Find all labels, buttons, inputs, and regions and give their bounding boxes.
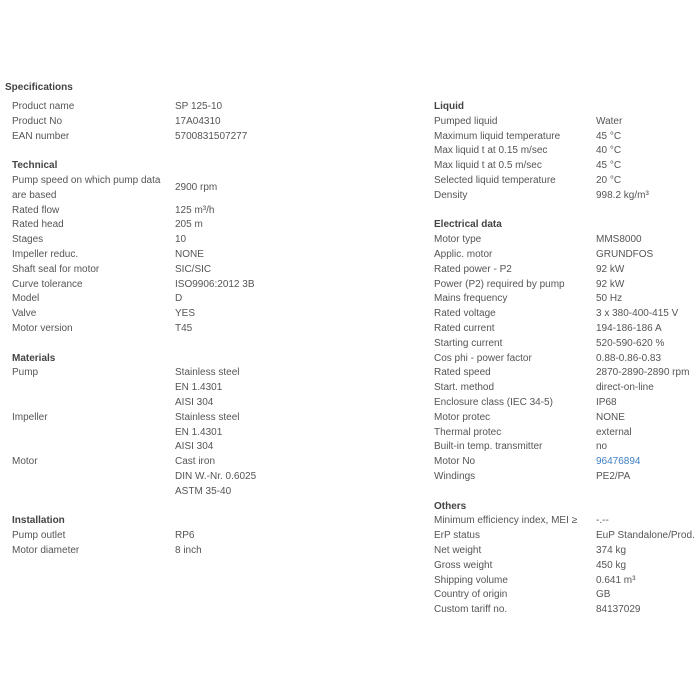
- spec-value: [596, 278, 624, 293]
- spec-value: [596, 233, 642, 248]
- spec-value: [596, 292, 622, 307]
- spec-row-product-name: [12, 100, 282, 115]
- spec-label: Product name: [12, 101, 75, 112]
- spec-value-line: AISI 304: [175, 396, 214, 408]
- spec-label: Maximum liquid temperature: [434, 130, 561, 142]
- spec-label: ErP status: [434, 530, 480, 542]
- spec-value: [596, 322, 662, 337]
- spec-value: [175, 233, 186, 248]
- spec-value-line: AISI 304: [175, 441, 214, 453]
- spec-row-cos-phi-power-factor: [434, 352, 700, 367]
- spec-value-line: Stainless steel: [175, 367, 240, 379]
- spec-value: [175, 263, 211, 278]
- spec-row-erp-status: [434, 529, 700, 544]
- spec-row-rated-power-p2: [434, 263, 700, 278]
- spec-value-line: ISO9906:2012 3B: [175, 278, 255, 290]
- spec-value: [175, 307, 195, 322]
- spec-value-line: IP68: [596, 396, 617, 408]
- spec-value-line: PE2/PA: [596, 470, 631, 482]
- spec-value-line: 998.2 kg/m³: [596, 189, 649, 201]
- spec-label: Gross weight: [434, 559, 493, 571]
- spec-value-line: external: [596, 426, 632, 438]
- spec-value: [596, 588, 610, 603]
- spec-label: Rated current: [434, 322, 495, 334]
- spec-value: [175, 544, 202, 559]
- spec-row-max-liquid-t-at-0-5-m-sec: [434, 159, 700, 174]
- spec-value-line: NONE: [596, 411, 625, 423]
- spec-value: [175, 322, 192, 337]
- spec-value-line: Water: [596, 115, 623, 127]
- spec-value-line: 45 °C: [596, 160, 622, 172]
- spec-value-line: 50 Hz: [596, 293, 623, 305]
- spec-row-country-of-origin: [434, 588, 700, 603]
- right-column: [434, 100, 700, 618]
- motor-number-link[interactable]: 96476894: [596, 456, 641, 468]
- spec-label: Power (P2) required by pump: [434, 278, 565, 290]
- spec-value-line: 125 m³/h: [175, 204, 215, 216]
- spec-value: [175, 130, 247, 145]
- spec-label: Valve: [12, 308, 37, 320]
- spec-label: Windings: [434, 470, 476, 482]
- spec-row-net-weight: [434, 544, 700, 559]
- spec-value-line: 8 inch: [175, 544, 202, 556]
- spec-label: Rated head: [12, 219, 64, 231]
- spec-value: [596, 144, 621, 159]
- spec-row-maximum-liquid-temperature: [434, 130, 700, 145]
- spec-value: [596, 352, 661, 367]
- spec-value-line: YES: [175, 308, 196, 320]
- left-column: [12, 100, 282, 559]
- spec-value: [175, 411, 239, 455]
- spec-label: Pump outlet: [12, 530, 66, 542]
- spec-value: [175, 248, 204, 263]
- spec-row-stages: [12, 233, 282, 248]
- spec-value-line: 5700831507277: [175, 130, 248, 142]
- spec-label: Motor version: [12, 322, 73, 334]
- spec-value: [596, 426, 632, 441]
- spec-label: Net weight: [434, 544, 482, 556]
- spec-label: Rated speed: [434, 367, 491, 379]
- section-title-installation: Installation: [12, 515, 65, 527]
- spec-value-line: 450 kg: [596, 559, 627, 571]
- spec-label: Impeller: [12, 411, 48, 423]
- spec-label: Thermal protec: [434, 426, 502, 438]
- spec-value-line: RP6: [175, 530, 195, 542]
- spec-row-start-method: [434, 381, 700, 396]
- spec-value: [596, 366, 689, 381]
- section-title-liquid: Liquid: [434, 101, 464, 112]
- spec-value: [596, 455, 641, 470]
- spec-value: [596, 263, 624, 278]
- spec-value-line: T45: [175, 322, 193, 334]
- spec-row-motor-diameter: [12, 544, 282, 559]
- spec-value-line: 2900 rpm: [175, 182, 218, 194]
- spec-value-line: 0.641 m³: [596, 574, 636, 586]
- spec-row-windings: [434, 470, 700, 485]
- section-title-others: Others: [434, 500, 467, 512]
- spec-value: [596, 381, 654, 396]
- spec-label: Model: [12, 293, 40, 305]
- spec-value-line: 3 x 380-400-415 V: [596, 308, 679, 320]
- spec-value-line: direct-on-line: [596, 382, 654, 394]
- spec-label: Motor type: [434, 234, 482, 246]
- spec-value-line: EN 1.4301: [175, 382, 223, 394]
- spec-row-density: [434, 189, 700, 204]
- spec-label: Motor: [12, 456, 38, 468]
- spec-value: [596, 248, 653, 263]
- spec-value: [175, 204, 214, 219]
- spec-value-line: 520-590-620 %: [596, 337, 665, 349]
- spec-row-selected-liquid-temperature: [434, 174, 700, 189]
- spec-label: Product No: [12, 115, 63, 127]
- spec-value-line: 10: [175, 234, 187, 246]
- spec-row-motor-version: [12, 322, 282, 337]
- spec-label: Applic. motor: [434, 248, 493, 260]
- spec-row-applic-motor: [434, 248, 700, 263]
- spec-label: Density: [434, 189, 468, 201]
- spec-label: Curve tolerance: [12, 278, 83, 290]
- spec-value: [596, 603, 641, 618]
- spec-value: [175, 366, 239, 410]
- spec-row-shipping-volume: [434, 574, 700, 589]
- spec-row-product-no: [12, 115, 282, 130]
- spec-value: [596, 470, 630, 485]
- spec-row-power-p2-required-by-pump: [434, 278, 700, 293]
- spec-label: Country of origin: [434, 589, 508, 601]
- spec-row-gross-weight: [434, 559, 700, 574]
- spec-row-impeller-reduc: [12, 248, 282, 263]
- spec-label: Motor diameter: [12, 544, 80, 556]
- spec-value-line: 194-186-186 A: [596, 322, 662, 334]
- spec-label: Impeller reduc.: [12, 248, 79, 260]
- spec-value-line: MMS8000: [596, 234, 642, 246]
- spec-value: [596, 440, 607, 455]
- spec-row-pump-speed-on-which-pump-data-are-based: [12, 174, 282, 204]
- spec-row-minimum-efficiency-index-mei: [434, 514, 700, 529]
- spec-value: [175, 529, 194, 544]
- spec-row-custom-tariff-no: [434, 603, 700, 618]
- spec-value: [596, 159, 621, 174]
- spec-value-line: 205 m: [175, 219, 203, 231]
- spec-value: [596, 574, 635, 589]
- spec-value-line: 17A04310: [175, 115, 221, 127]
- spec-row-motor-type: [434, 233, 700, 248]
- spec-value-line: DIN W.-Nr. 0.6025: [175, 470, 257, 482]
- spec-label: Selected liquid temperature: [434, 174, 556, 186]
- spec-label: Pump speed on which pump data are based: [12, 174, 161, 201]
- spec-value-line: 84137029: [596, 604, 641, 616]
- spec-row-rated-current: [434, 322, 700, 337]
- spec-label: Enclosure class (IEC 34-5): [434, 396, 553, 408]
- spec-value: [596, 411, 625, 426]
- spec-value: [175, 174, 217, 204]
- spec-value-line: 20 °C: [596, 174, 622, 186]
- spec-label: Max liquid t at 0.5 m/sec: [434, 160, 542, 172]
- spec-value-line: 0.88-0.86-0.83: [596, 352, 662, 364]
- spec-value: [175, 100, 222, 115]
- spec-label: Rated flow: [12, 204, 60, 216]
- section-title-technical: Technical: [12, 160, 58, 172]
- spec-row-motor-protec: [434, 411, 700, 426]
- spec-value-line: 2870-2890-2890 rpm: [596, 367, 690, 379]
- spec-row-impeller: [12, 411, 282, 455]
- spec-value: [175, 115, 221, 130]
- spec-value: [175, 278, 255, 293]
- section-title-electrical-data: Electrical data: [434, 219, 502, 231]
- spec-value-line: 92 kW: [596, 278, 625, 290]
- spec-value: [596, 396, 617, 411]
- spec-row-rated-head: [12, 218, 282, 233]
- spec-row-curve-tolerance: [12, 278, 282, 293]
- spec-label: Cos phi - power factor: [434, 352, 532, 364]
- spec-label: Minimum efficiency index, MEI ≥: [434, 515, 578, 527]
- section-title-materials: Materials: [12, 352, 56, 364]
- spec-value-line: SP 125-10: [175, 101, 223, 112]
- spec-value-line: EuP Standalone/Prod.: [596, 530, 695, 542]
- page-title: Specifications: [5, 82, 73, 93]
- spec-label: Start. method: [434, 382, 495, 394]
- spec-label: Pumped liquid: [434, 115, 498, 127]
- spec-value: [596, 174, 621, 189]
- spec-label: Built-in temp. transmitter: [434, 441, 543, 453]
- spec-value-line: Stainless steel: [175, 411, 240, 423]
- spec-value: [596, 544, 626, 559]
- spec-value: [175, 218, 203, 233]
- spec-value-line: Cast iron: [175, 456, 216, 468]
- spec-row-thermal-protec: [434, 426, 700, 441]
- spec-value-line: EN 1.4301: [175, 426, 223, 438]
- spec-row-rated-voltage: [434, 307, 700, 322]
- spec-value-line: 40 °C: [596, 145, 622, 157]
- spec-value: [596, 130, 621, 145]
- spec-value: [596, 514, 609, 529]
- spec-label: Shipping volume: [434, 574, 508, 586]
- spec-row-mains-frequency: [434, 292, 700, 307]
- spec-label: Motor protec: [434, 411, 491, 423]
- spec-value: [596, 307, 678, 322]
- spec-value: [175, 292, 182, 307]
- spec-row-motor-no: [434, 455, 700, 470]
- spec-label: Max liquid t at 0.15 m/sec: [434, 145, 548, 157]
- spec-label: Stages: [12, 234, 44, 246]
- spec-value-line: GRUNDFOS: [596, 248, 654, 260]
- spec-row-pump: [12, 366, 282, 410]
- spec-row-max-liquid-t-at-0-15-m-sec: [434, 144, 700, 159]
- spec-label: Mains frequency: [434, 293, 508, 305]
- spec-row-motor: [12, 455, 282, 499]
- spec-row-pump-outlet: [12, 529, 282, 544]
- spec-row-shaft-seal-for-motor: [12, 263, 282, 278]
- spec-value: [596, 115, 622, 130]
- spec-value: [596, 337, 664, 352]
- spec-row-rated-flow: [12, 204, 282, 219]
- spec-value-line: no: [596, 441, 608, 453]
- spec-row-pumped-liquid: [434, 115, 700, 130]
- spec-label: Starting current: [434, 337, 503, 349]
- spec-label: Custom tariff no.: [434, 604, 508, 616]
- spec-value-line: D: [175, 293, 183, 305]
- spec-value-line: -.--: [596, 515, 609, 527]
- spec-value-line: GB: [596, 589, 611, 601]
- spec-value-line: 374 kg: [596, 544, 627, 556]
- spec-row-enclosure-class-iec-34-5: [434, 396, 700, 411]
- spec-row-starting-current: [434, 337, 700, 352]
- spec-row-ean-number: [12, 130, 282, 145]
- spec-label: Rated voltage: [434, 308, 496, 320]
- spec-row-built-in-temp-transmitter: [434, 440, 700, 455]
- spec-value: [596, 189, 649, 204]
- spec-value-line: ASTM 35-40: [175, 485, 232, 497]
- spec-label: Rated power - P2: [434, 263, 512, 275]
- spec-row-model: [12, 292, 282, 307]
- spec-row-valve: [12, 307, 282, 322]
- spec-value: [596, 529, 695, 544]
- spec-label: Pump: [12, 367, 39, 379]
- spec-value-line: 92 kW: [596, 263, 625, 275]
- spec-value-line: SIC/SIC: [175, 263, 212, 275]
- spec-label: Shaft seal for motor: [12, 263, 100, 275]
- spec-value-line: 45 °C: [596, 130, 622, 142]
- spec-label: Motor No: [434, 456, 476, 468]
- spec-row-rated-speed: [434, 366, 700, 381]
- spec-value-line: NONE: [175, 248, 204, 260]
- spec-value: [596, 559, 626, 574]
- spec-value: [175, 455, 256, 499]
- spec-label: EAN number: [12, 130, 70, 142]
